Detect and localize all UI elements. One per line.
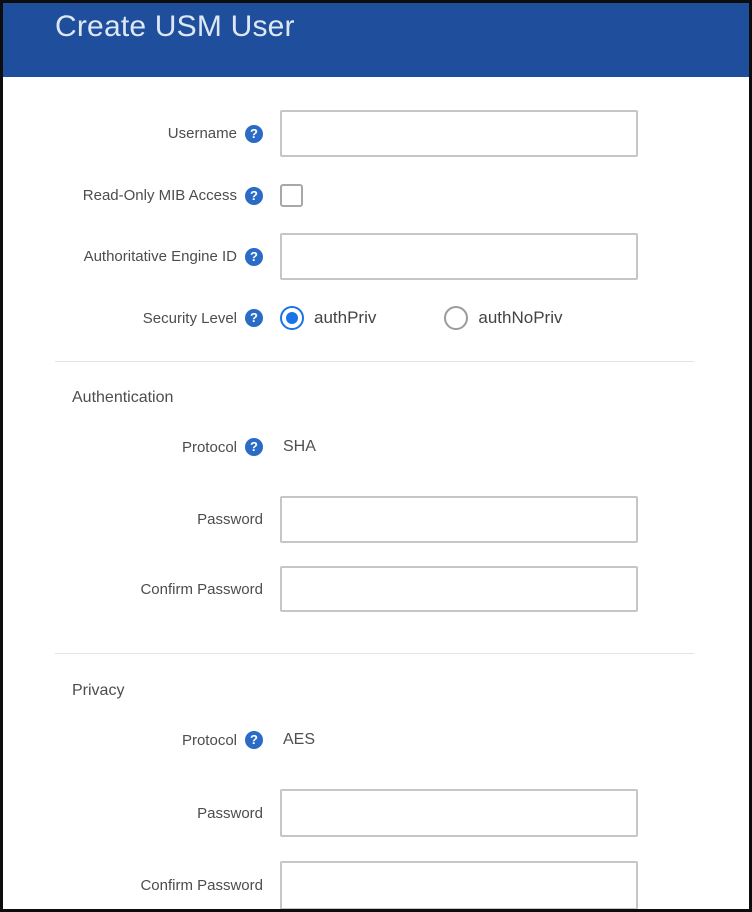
- auth-protocol-value: SHA: [283, 438, 316, 455]
- privacy-confirm-password-input[interactable]: [280, 861, 638, 910]
- authentication-heading: Authentication: [72, 389, 174, 406]
- privacy-password-input[interactable]: [280, 789, 638, 837]
- page-title: Create USM User: [55, 10, 295, 43]
- security-level-options: [280, 306, 562, 330]
- security-level-row: [40, 305, 562, 331]
- read-only-mib-row: [40, 183, 303, 208]
- username-help-icon[interactable]: ?: [245, 125, 263, 143]
- engine-id-help-icon[interactable]: ?: [245, 248, 263, 266]
- auth-confirm-password-label: Confirm Password: [140, 580, 263, 598]
- authpriv-label: authPriv: [314, 308, 377, 327]
- privacy-password-label: Password: [197, 804, 263, 822]
- authpriv-radio[interactable]: [280, 306, 304, 330]
- auth-confirm-password-row: [40, 566, 638, 612]
- privacy-confirm-password-label: Confirm Password: [140, 877, 263, 894]
- auth-confirm-password-input[interactable]: [280, 566, 638, 612]
- dialog-header: [3, 3, 749, 77]
- authnopriv-radio[interactable]: [444, 306, 468, 330]
- radio-option-authpriv[interactable]: [280, 306, 376, 330]
- security-level-label: Security Level: [142, 309, 237, 327]
- security-level-help-icon[interactable]: ?: [245, 309, 263, 327]
- auth-protocol-row: [40, 436, 316, 458]
- privacy-confirm-password-row: [40, 861, 638, 910]
- privacy-password-row: [40, 789, 638, 837]
- section-divider: [55, 361, 694, 362]
- read-only-mib-label: Read-Only MIB Access: [82, 187, 237, 204]
- auth-password-input[interactable]: [280, 496, 638, 543]
- section-divider: [55, 653, 694, 654]
- read-only-mib-checkbox[interactable]: [280, 184, 303, 207]
- privacy-protocol-row: [40, 729, 315, 751]
- username-row: [40, 110, 638, 157]
- privacy-heading: Privacy: [72, 682, 125, 699]
- auth-protocol-help-icon[interactable]: ?: [245, 438, 263, 456]
- auth-password-label: Password: [197, 511, 263, 528]
- engine-id-input[interactable]: [280, 233, 638, 280]
- radio-option-authnopriv[interactable]: [444, 306, 562, 330]
- privacy-protocol-value: AES: [283, 731, 316, 748]
- username-label: Username: [167, 125, 237, 142]
- authnopriv-label: authNoPriv: [478, 308, 563, 327]
- engine-id-row: [40, 233, 638, 280]
- engine-id-label: Authoritative Engine ID: [83, 248, 237, 265]
- read-only-mib-help-icon[interactable]: ?: [245, 187, 263, 205]
- username-input[interactable]: [280, 110, 638, 157]
- auth-password-row: [40, 496, 638, 543]
- privacy-protocol-help-icon[interactable]: ?: [245, 731, 263, 749]
- auth-protocol-label: Protocol: [181, 438, 237, 456]
- privacy-protocol-label: Protocol: [181, 731, 237, 749]
